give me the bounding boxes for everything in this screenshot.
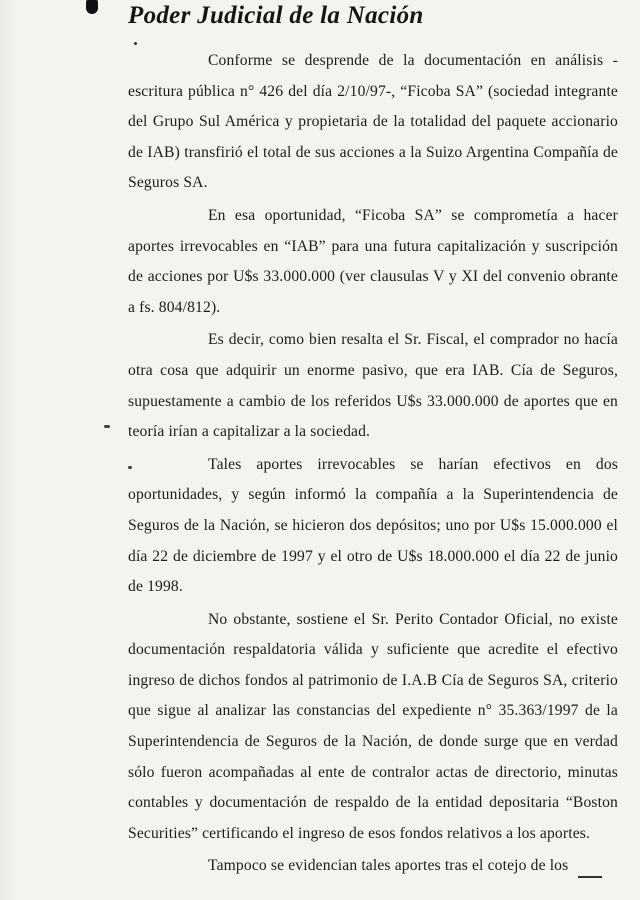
paragraph: Tales aportes irrevocables se harían efectivos en dos oportunidades, y según informó la compañía a la Superintendencia de Seguros de la Nación, se hicieron dos depósitos; uno por U$s 15.000.000 el día 22 de diciembre de 1997 y el otro de U$s 18.000.000 el día 22 de junio de 1998.	[128, 455, 618, 596]
ink-dot	[134, 42, 137, 45]
document-body	[128, 46, 618, 882]
paragraph: No obstante, sostiene el Sr. Perito Contador Oficial, no existe documentación respaldatoria válida y suficiente que acredite el efectivo ingreso de dichos fondos al patrimonio de I.A.B Cía de Seguros SA, criterio que sigue al analizar las constancias del expediente n° 35.363/1997 de la Superintendencia de Seguros de la Nación, de donde surge que en verdad sólo fueron acompañadas al ente de contralor actas de directorio, minutas contables y documentación de respaldo de la entidad depositaria “Boston Securities” certificando el ingreso de esos fondos relativos a los aportes.	[128, 610, 618, 842]
ink-mark	[86, 0, 98, 14]
letterhead-title: Poder Judicial de la Nación	[128, 2, 424, 29]
paragraph: En esa oportunidad, “Ficoba SA” se comprometía a hacer aportes irrevocables en “IAB” para una futura capitalización y suscripción de acciones por U$s 33.000.000 (ver clausulas V y XI del convenio obrante a fs. 804/812).	[128, 206, 618, 316]
paragraph: Es decir, como bien resalta el Sr. Fiscal, el comprador no hacía otra cosa que adquirir un enorme pasivo, que era IAB. Cía de Seguros, supuestamente a cambio de los referidos U$s 33.000.000 de aportes que en teoría irían a capitalizar a la sociedad.	[128, 331, 618, 441]
margin-mark	[104, 425, 110, 428]
paragraph: Conforme se desprende de la documentación en análisis - escritura pública n° 426 del día 2/10/97-, “Ficoba SA” (sociedad integrante del Grupo Sul América y propietaria de la totalidad del paquete accionario de IAB) transfirió el total de sus acciones a la Suizo Argentina Compañía de Seguros SA.	[128, 52, 618, 192]
paragraph: Tampoco se evidencian tales aportes tras el cotejo de los	[208, 857, 569, 875]
page-edge-mark	[578, 876, 602, 878]
